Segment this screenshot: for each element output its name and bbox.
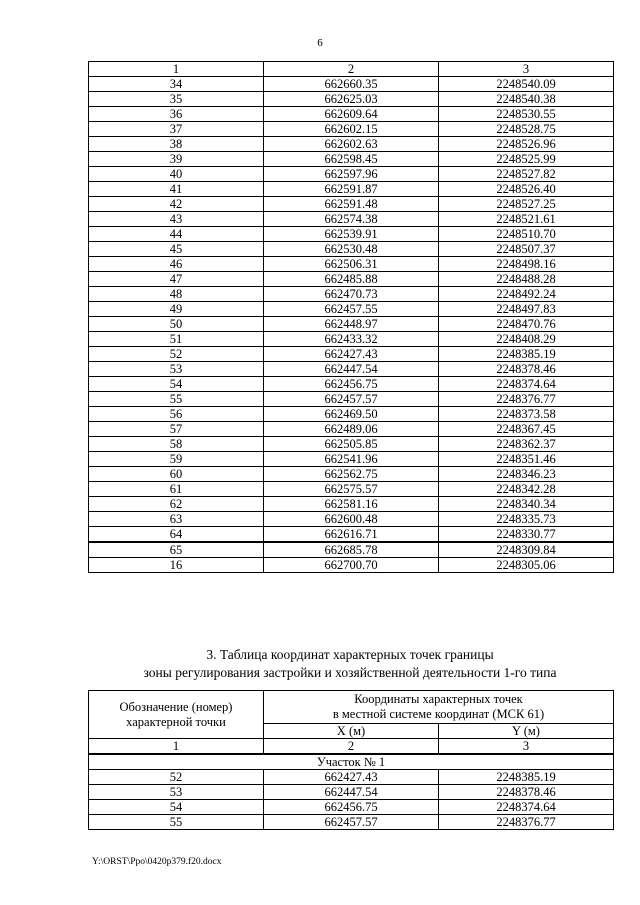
point-number-cell: 16 (89, 558, 264, 573)
column-number-1: 1 (89, 739, 264, 755)
y-coordinate-cell: 2248374.64 (439, 800, 614, 815)
section-title-line-1: 3. Таблица координат характерных точек границы (206, 647, 494, 662)
column-number-2: 2 (264, 739, 439, 755)
y-header: Y (м) (439, 724, 614, 739)
table-row (89, 422, 614, 437)
point-number-cell: 58 (89, 437, 264, 452)
table-row (89, 182, 614, 197)
x-coordinate-cell: 662427.43 (264, 347, 439, 362)
point-designation-header-line-2: характерной точки (126, 714, 226, 729)
y-coordinate-cell: 2248497.83 (439, 302, 614, 317)
x-header: X (м) (264, 724, 439, 739)
point-number-cell: 54 (89, 800, 264, 815)
x-coordinate-cell: 662598.45 (264, 152, 439, 167)
y-coordinate-cell: 2248376.77 (439, 815, 614, 830)
y-coordinate-cell: 2248330.77 (439, 527, 614, 543)
table-row (89, 332, 614, 347)
point-number-cell: 63 (89, 512, 264, 527)
x-coordinate-cell: 662489.06 (264, 422, 439, 437)
x-coordinate-cell: 662591.87 (264, 182, 439, 197)
header-col-2: 2 (264, 62, 439, 77)
table-row (89, 122, 614, 137)
table-row (89, 392, 614, 407)
point-number-cell: 39 (89, 152, 264, 167)
x-coordinate-cell: 662562.75 (264, 467, 439, 482)
point-number-cell: 49 (89, 302, 264, 317)
x-coordinate-cell: 662530.48 (264, 242, 439, 257)
x-coordinate-cell: 662660.35 (264, 77, 439, 92)
point-number-cell: 51 (89, 332, 264, 347)
y-coordinate-cell: 2248346.23 (439, 467, 614, 482)
x-coordinate-cell: 662456.75 (264, 377, 439, 392)
y-coordinate-cell: 2248507.37 (439, 242, 614, 257)
point-number-cell: 38 (89, 137, 264, 152)
table-row (89, 482, 614, 497)
point-number-cell: 53 (89, 785, 264, 800)
y-coordinate-cell: 2248521.61 (439, 212, 614, 227)
table-row (89, 227, 614, 242)
x-coordinate-cell: 662447.54 (264, 785, 439, 800)
table-row (89, 815, 614, 830)
x-coordinate-cell: 662469.50 (264, 407, 439, 422)
x-coordinate-cell: 662433.32 (264, 332, 439, 347)
y-coordinate-cell: 2248526.40 (439, 182, 614, 197)
table-row (89, 527, 614, 543)
table-row (89, 197, 614, 212)
y-coordinate-cell: 2248385.19 (439, 347, 614, 362)
point-number-cell: 60 (89, 467, 264, 482)
table-row (89, 542, 614, 558)
y-coordinate-cell: 2248498.16 (439, 257, 614, 272)
coordinates-header-line-1: Координаты характерных точек (354, 692, 523, 706)
file-path-footer: Y:\ORST\Ppo\0420p379.f20.docx (92, 857, 222, 867)
y-coordinate-cell: 2248309.84 (439, 542, 614, 558)
x-coordinate-cell: 662602.63 (264, 137, 439, 152)
table-row (89, 497, 614, 512)
table-row (89, 107, 614, 122)
y-coordinate-cell: 2248408.29 (439, 332, 614, 347)
table-row (89, 167, 614, 182)
column-number-3: 3 (439, 739, 614, 755)
point-number-cell: 37 (89, 122, 264, 137)
x-coordinate-cell: 662448.97 (264, 317, 439, 332)
y-coordinate-cell: 2248470.76 (439, 317, 614, 332)
point-number-cell: 64 (89, 527, 264, 543)
section-label: Участок № 1 (89, 754, 614, 770)
x-coordinate-cell: 662541.96 (264, 452, 439, 467)
point-number-cell: 40 (89, 167, 264, 182)
table-row (89, 437, 614, 452)
table-row (89, 77, 614, 92)
point-number-cell: 61 (89, 482, 264, 497)
x-coordinate-cell: 662457.55 (264, 302, 439, 317)
point-number-cell: 52 (89, 770, 264, 785)
table-row (89, 257, 614, 272)
point-number-cell: 46 (89, 257, 264, 272)
y-coordinate-cell: 2248374.64 (439, 377, 614, 392)
x-coordinate-cell: 662457.57 (264, 815, 439, 830)
y-coordinate-cell: 2248305.06 (439, 558, 614, 573)
table-row (89, 800, 614, 815)
point-number-cell: 54 (89, 377, 264, 392)
y-coordinate-cell: 2248492.24 (439, 287, 614, 302)
y-coordinate-cell: 2248525.99 (439, 152, 614, 167)
section-title-line-2: зоны регулирования застройки и хозяйственной деятельности 1-го типа (143, 665, 557, 680)
table-row (89, 558, 614, 573)
y-coordinate-cell: 2248530.55 (439, 107, 614, 122)
point-number-cell: 36 (89, 107, 264, 122)
point-number-cell: 41 (89, 182, 264, 197)
table-row (89, 467, 614, 482)
x-coordinate-cell: 662581.16 (264, 497, 439, 512)
section-3-title (80, 646, 620, 682)
y-coordinate-cell: 2248510.70 (439, 227, 614, 242)
point-designation-header-line-1: Обозначение (номер) (119, 699, 233, 714)
y-coordinate-cell: 2248378.46 (439, 785, 614, 800)
point-number-cell: 50 (89, 317, 264, 332)
table-row (89, 407, 614, 422)
x-coordinate-cell: 662575.57 (264, 482, 439, 497)
point-number-cell: 35 (89, 92, 264, 107)
x-coordinate-cell: 662506.31 (264, 257, 439, 272)
x-coordinate-cell: 662505.85 (264, 437, 439, 452)
point-number-cell: 44 (89, 227, 264, 242)
point-number-cell: 45 (89, 242, 264, 257)
header-col-3: 3 (439, 62, 614, 77)
table-row (89, 212, 614, 227)
table-row (89, 785, 614, 800)
point-number-cell: 43 (89, 212, 264, 227)
point-number-cell: 34 (89, 77, 264, 92)
table-row (89, 347, 614, 362)
y-coordinate-cell: 2248340.34 (439, 497, 614, 512)
point-number-cell: 47 (89, 272, 264, 287)
table-row (89, 272, 614, 287)
table-row (89, 770, 614, 785)
page-number: 6 (317, 37, 323, 49)
table-row (89, 137, 614, 152)
x-coordinate-cell: 662456.75 (264, 800, 439, 815)
section-row (89, 754, 614, 770)
y-coordinate-cell: 2248540.38 (439, 92, 614, 107)
y-coordinate-cell: 2248351.46 (439, 452, 614, 467)
table-row (89, 512, 614, 527)
point-number-cell: 65 (89, 542, 264, 558)
x-coordinate-cell: 662609.64 (264, 107, 439, 122)
point-number-cell: 53 (89, 362, 264, 377)
point-designation-header (89, 691, 264, 739)
point-number-cell: 57 (89, 422, 264, 437)
x-coordinate-cell: 662470.73 (264, 287, 439, 302)
point-number-cell: 48 (89, 287, 264, 302)
column-number-row (89, 739, 614, 755)
y-coordinate-cell: 2248378.46 (439, 362, 614, 377)
x-coordinate-cell: 662591.48 (264, 197, 439, 212)
y-coordinate-cell: 2248376.77 (439, 392, 614, 407)
y-coordinate-cell: 2248367.45 (439, 422, 614, 437)
y-coordinate-cell: 2248342.28 (439, 482, 614, 497)
point-number-cell: 55 (89, 392, 264, 407)
table-row (89, 362, 614, 377)
table-header-row (89, 691, 614, 724)
coordinates-table-continued (88, 61, 614, 573)
table-row (89, 152, 614, 167)
y-coordinate-cell: 2248526.96 (439, 137, 614, 152)
x-coordinate-cell: 662485.88 (264, 272, 439, 287)
y-coordinate-cell: 2248362.37 (439, 437, 614, 452)
table-row (89, 377, 614, 392)
point-number-cell: 59 (89, 452, 264, 467)
x-coordinate-cell: 662539.91 (264, 227, 439, 242)
point-number-cell: 52 (89, 347, 264, 362)
y-coordinate-cell: 2248373.58 (439, 407, 614, 422)
x-coordinate-cell: 662625.03 (264, 92, 439, 107)
x-coordinate-cell: 662597.96 (264, 167, 439, 182)
x-coordinate-cell: 662447.54 (264, 362, 439, 377)
table-header-row (89, 62, 614, 77)
y-coordinate-cell: 2248528.75 (439, 122, 614, 137)
y-coordinate-cell: 2248488.28 (439, 272, 614, 287)
point-number-cell: 55 (89, 815, 264, 830)
table-row (89, 92, 614, 107)
x-coordinate-cell: 662685.78 (264, 542, 439, 558)
x-coordinate-cell: 662457.57 (264, 392, 439, 407)
point-number-cell: 62 (89, 497, 264, 512)
y-coordinate-cell: 2248385.19 (439, 770, 614, 785)
x-coordinate-cell: 662616.71 (264, 527, 439, 543)
header-col-1: 1 (89, 62, 264, 77)
table-row (89, 242, 614, 257)
x-coordinate-cell: 662427.43 (264, 770, 439, 785)
zone-coordinates-table (88, 690, 614, 830)
x-coordinate-cell: 662574.38 (264, 212, 439, 227)
point-number-cell: 56 (89, 407, 264, 422)
table-row (89, 452, 614, 467)
x-coordinate-cell: 662602.15 (264, 122, 439, 137)
coordinates-header (264, 691, 614, 724)
y-coordinate-cell: 2248527.25 (439, 197, 614, 212)
table-row (89, 317, 614, 332)
table-row (89, 302, 614, 317)
point-number-cell: 42 (89, 197, 264, 212)
table-row (89, 287, 614, 302)
y-coordinate-cell: 2248540.09 (439, 77, 614, 92)
x-coordinate-cell: 662600.48 (264, 512, 439, 527)
x-coordinate-cell: 662700.70 (264, 558, 439, 573)
y-coordinate-cell: 2248527.82 (439, 167, 614, 182)
y-coordinate-cell: 2248335.73 (439, 512, 614, 527)
coordinates-header-line-2: в местной системе координат (МСК 61) (332, 707, 545, 721)
